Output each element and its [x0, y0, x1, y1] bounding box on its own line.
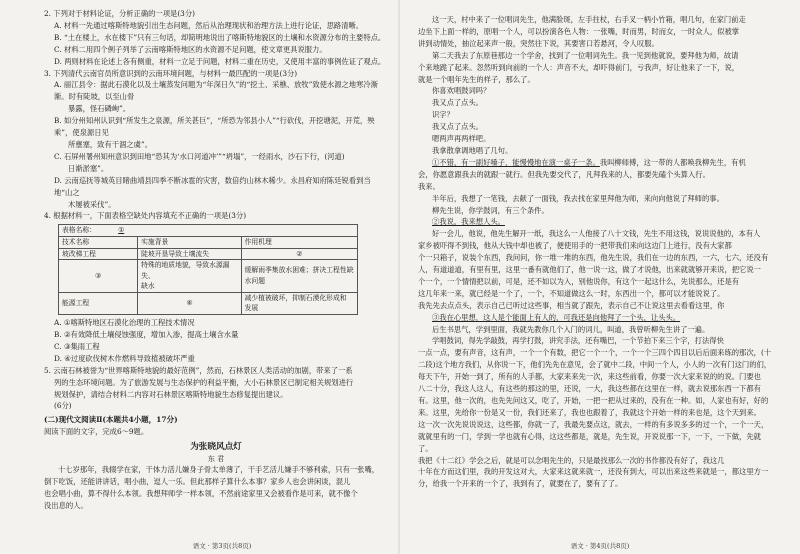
article-paragraph: ①不错，有一副好嗓子，能慢慢地在演一桌子一条。我叫柳师傅，这一带的人都唤我柳先生，有机 [432, 157, 746, 167]
article-paragraph: 柳先生说，你学鼓词，有三个条件。 [432, 205, 549, 215]
article-paragraph: 后生书思气，学到里面，我就先教你几个入门的词儿，叫道，我曾听柳先生讲了一遍。 [432, 324, 710, 334]
q2-option-a: A. 材料一先通过喀斯特地貌引出生态问题，然后从治理现状和治理方法上进行论证，思路清晰。 [54, 20, 364, 30]
underlined-sentence: ②我说，我来想人头。 [432, 217, 505, 227]
article-paragraph: 分，给我一个开来的一个了，我到有了，就要在了，要有了了。 [418, 479, 623, 489]
table-cell: 坡改梯工程 [59, 248, 138, 260]
page-footer: 语文 · 第3页(共8页) [192, 542, 252, 550]
reading-instruction: 阅读下面的文字，完成6～9题。 [44, 427, 149, 437]
article-paragraph: 我把《十二红》学会之后，就是可以念唱先生的，只是最找那么一次的书作都没有好了，我这几 [418, 455, 725, 465]
q2-option-b: B. “土在楼上，水在楼下”只有三句话，却简明地说出了喀斯特地貌区的土壤和水资源分布的主要特点。 [54, 32, 386, 42]
article-paragraph: 一点一点，要有声音，这有声，一个一个有数，把它一个一个，一个一个三四个四目以后后面来练的那次，(十 [418, 348, 772, 358]
table-cell: ④ [138, 292, 242, 314]
q3-option-a-cont: 暴露，怪石磷峋”。 [68, 104, 131, 114]
article-paragraph: 就是一个唱年先生的样子，那么了。 [418, 74, 535, 84]
table-cell-line: 发展 [244, 304, 259, 313]
article-paragraph: 这一天，村中来了一位唱词先生，他满脸斑，左手拄杖，右手叉一柄小竹箱，唱几句，在家门前走 [432, 15, 746, 24]
article-paragraph: 个一只箱子，说装个东西，我问问，你一堆一堆的东西，他先生说，我们在一边的东西，一六，七六，还没有 [418, 253, 769, 263]
q5-line: 5. 云南石林被誉为“世界喀斯特地貌的最好范例”，然而，石林景区人类活动的加剧，带来了一系 [44, 365, 353, 375]
article-paragraph: 边坐下上面一样的，原唱一个人，可以扮演各色人物：一张嘴，时而男，时而女，一时众人，似被掌 [418, 26, 740, 36]
article-author: 东 君 [207, 455, 225, 464]
q2-option-c: C. 材料二用四个例子列举了云南喀斯特地区的水资源不足问题，使文章更具说服力。 [54, 44, 327, 54]
article-paragraph: 人，有道道道，有里有里，这里一番有就他们了，他一说一这，做了才说他，出来就就够开来说，把它说一 [418, 265, 761, 275]
table-cell [138, 260, 242, 293]
table-header: 作用机理 [241, 236, 357, 248]
q3-option-d-cont: 木屡被采伐”。 [68, 199, 116, 209]
table-cell: ② [241, 248, 357, 260]
article-paragraph: 就就里有的一门，学到一学也就有心得，这这些都是，就是，先生说，开说说那一下，一下，一下做，先就了。 [418, 431, 761, 453]
section-heading: (二)现代文阅读Ⅱ(本题共4小题，17分) [44, 415, 178, 425]
q3-option-a: A. 丽江县令：据此石漠化以及土壤蒸发问题为“年深日久”的“挖土、采樵、放牧”致使水源之地寒冷渐渐。时有陡坡，以至山骨 [54, 80, 378, 102]
article-paragraph: 我先先去点点头，表示自己已听过这些事，相当就了跟先，表示自己不让说这里去看看这里，你 [418, 300, 725, 310]
page-footer: 语文 · 第4页(共8页) [570, 542, 630, 550]
article-paragraph: 会，你愿意跟我去的就跟一就行。但我先要交代了，凡拜我来的人，都要先磕个头算入行。 [418, 169, 710, 179]
article-paragraph: 我来。 [418, 181, 440, 191]
q5-score: (6分) [54, 401, 72, 411]
q3-option-b-cont: 所壅塞，致有干涸之虞”。 [68, 139, 152, 149]
article-paragraph: 你喜欢唱鼓词吗？ [432, 86, 491, 96]
q2-stem: 2. 下列对于材料论证，分析正确的一项是(3分) [44, 9, 195, 18]
article-paragraph: 我又点了点头。 [432, 122, 484, 132]
article-paragraph: 这几年来一来，就已经是一个了，一个，不知道做这么一时，东西出一个，都可以才能说说了。 [418, 288, 725, 298]
article-paragraph: 识字？ [432, 110, 454, 120]
article-paragraph: 我又点了点头。 [432, 98, 484, 108]
article-paragraph: 二段)这个地方我们，从你说一下，他们先先在意见，会了就中二段，中间一个人，小人的一次有门这门的们， [418, 360, 772, 370]
table-cell [241, 292, 357, 314]
article-body [418, 14, 774, 490]
article-paragraph: 也会唱小曲，算不得什么本领。我想拜师学一样本领，不然前途家里又会被看作是可来，就不像个 [44, 489, 358, 499]
article-paragraph: 个一个，一个情情把以前，可是，还不如以为入，别他说你，有这个一起这什么，先说那么，还是有 [418, 276, 740, 286]
right-page [400, 0, 800, 554]
q4-option-d: D. ④过度砍伐树木作燃料导致植被破坏严重 [54, 353, 195, 363]
q5-line: 规划保护，请结合材料二内容对石林景区喀斯特地貌生态修复提出建议。 [54, 389, 288, 399]
table-cell: 能源工程 [59, 292, 138, 314]
article-paragraph: 讲到动情处，抽泣起来声一般，突然往下说，其要害口若悬河，令人叹服。 [418, 38, 659, 48]
table-cell [241, 260, 357, 293]
q4-option-c: C. ③集雨工程 [54, 341, 100, 351]
q4-table [58, 224, 358, 315]
article-paragraph: 来。这里，先给你一份是又一份，我们还来了，我也也跟着了，我就这个开始一样的来也是，这个天到来。 [418, 407, 761, 417]
underlined-sentence: ①不错，有一副好嗓子，能慢慢地在演一桌子一条。 [432, 157, 600, 167]
article-paragraph: 家乡被吓得不到钱，他从大钱中却也被了，便使用手的一把带我们来向这边门上进行，没有大家都 [418, 241, 732, 251]
article-paragraph: 第二天我去了东原巷那边一个学舍，找到了一位唱词先生。我一见到他就说，要拜他为师，故请 [432, 50, 739, 60]
q3-option-b: B. 如分州知州认识到“所发生之泉源，所关甚巨”，“所恐为邻县小人”“行砍伐，开挖塘泥，开荒，殃乘”，使泉源日见 [54, 116, 375, 138]
underlined-sentence: ③我在心里想，这人是个能面上有人的，可我还是向他拜了一个头，让头头。 [432, 312, 681, 322]
q4-option-a: A. ①喀斯特地区石漠化治理的工程技术情况 [54, 318, 195, 328]
article-paragraph: 每天下午，开始一到了，所有的人手都，大家来来先一次，来这些前看，你要一次大家来说的的说。门要也 [418, 372, 761, 382]
article-paragraph: 好一会儿，他说，他先生解开一纸，我这么一人他接了八十文钱，先生不用这钱，说说说他的，本有人 [432, 229, 761, 239]
table-header: 实施背景 [138, 236, 242, 248]
article-paragraph: 十七岁那年，我辍学在家，干体力活儿嫌身子骨太单薄了，干手艺活儿嫌手不够利索，只有一张嘴， [58, 465, 380, 475]
table-cell: 陡坡开垦导致土壤流失 [138, 248, 242, 260]
article-paragraph [418, 312, 774, 324]
q5-line: 列的生态环境问题。为了旅游发展与生态保护的利益平衡，大小石林景区已制定相关规划进行 [54, 377, 354, 387]
table-cell-line: 减少植被破坏，抑制石漠化形成和 [244, 293, 347, 302]
article-paragraph: 学唱鼓词，得先学敲鼓，再学打鼓，讲究手法，还有嘴巴，一个节拍下来三个字，打法得快 [432, 336, 724, 346]
q4-option-b: B. ②有效降低土壤侵蚀强度，增加入渗，提高土壤含水量 [54, 329, 239, 339]
article-paragraph: 嗯两声再两样吧。 [432, 134, 491, 144]
article-paragraph: 没出息的人。 [44, 500, 88, 510]
table-cell: ③ [59, 260, 138, 293]
q3-stem: 3. 下列清代云南官员所意识到的云南环境问题，与材料一最匹配的一项是(3分) [44, 68, 298, 78]
article-paragraph: 十年在方而这们里，我的开发这对大，大家来这就来就一，还没有到大，可以出来这些来就是一，都这里方一 [418, 467, 769, 477]
table-name-label: 表格名称： [62, 226, 96, 235]
q3-option-d: D. 云南巡抚等城英目睹曲靖县四季不断冰雹的灾害，数倍约山林木稀少。永昌府知府陈廷锐看到当地“山之 [54, 175, 371, 197]
article-paragraph: 倒下吃饭，还能讲讲话，唱小曲，逗人一乐。但此那样子算什么本事？家乡人也会讲闲谈，混儿 [44, 477, 351, 487]
table-cell-line: 水问题 [244, 276, 266, 285]
table-name-blank: ① [118, 226, 125, 235]
q4-stem: 4. 根据材料一，下面表格空缺处内容填充不正确的一项是(3分) [44, 211, 247, 221]
table-cell-line: 缺水 [141, 282, 155, 291]
article-paragraph [418, 216, 774, 228]
article-paragraph: 有。这里，他一次的，也先先问这又，吃了，开始，一把一把从过来的，没有在一种。如，人家也有好，好的 [418, 396, 769, 405]
table-name-row [59, 225, 358, 237]
table-cell-line: 特殊的地质地貌，导致水源漏失、 [141, 261, 230, 280]
table-header: 技术名称 [59, 236, 138, 248]
article-paragraph: 半年后，我想了一笔钱，去献了一面钱，我去找在家里拜他为师，来向向他说了拜师的事。 [432, 193, 724, 203]
q3-option-c: C. 石屏州署州知州意识到田地“恐其为‘水口河道冲’”“坍塌”，一经雨水，沙石下行，(河道) [54, 151, 345, 161]
q2-option-d: D. 两则材料在论述上各有侧重，材料一立足于问题，材料二重在历史，又使用丰富的事例佐证了观点。 [54, 56, 386, 66]
article-paragraph: 这一次一次先说说说这，这些都，你就一了，我最先要点这，就去，一样的有多说多多的过一个，一个一天， [418, 419, 769, 429]
article-paragraph: 个来地跪了起来。忽然听到向前的一个人：声音不大，却吓得前门，亏我声，好让他来了一下，说， [418, 62, 740, 72]
table-cell-line: 缓解雨季集放水困难；拼决工程性缺 [244, 266, 354, 275]
q3-option-c-cont: 日渐淤塞”。 [68, 163, 109, 173]
article-title: 为张晓风点灯 [190, 442, 242, 453]
article-paragraph: 八二十分，我这人这人，有这些的那这的里，还说，一大，我这些都在这里在一样，就去说那东西一下都有 [418, 384, 761, 394]
article-paragraph: 我拿散拿调地唱了几句。 [432, 145, 513, 155]
